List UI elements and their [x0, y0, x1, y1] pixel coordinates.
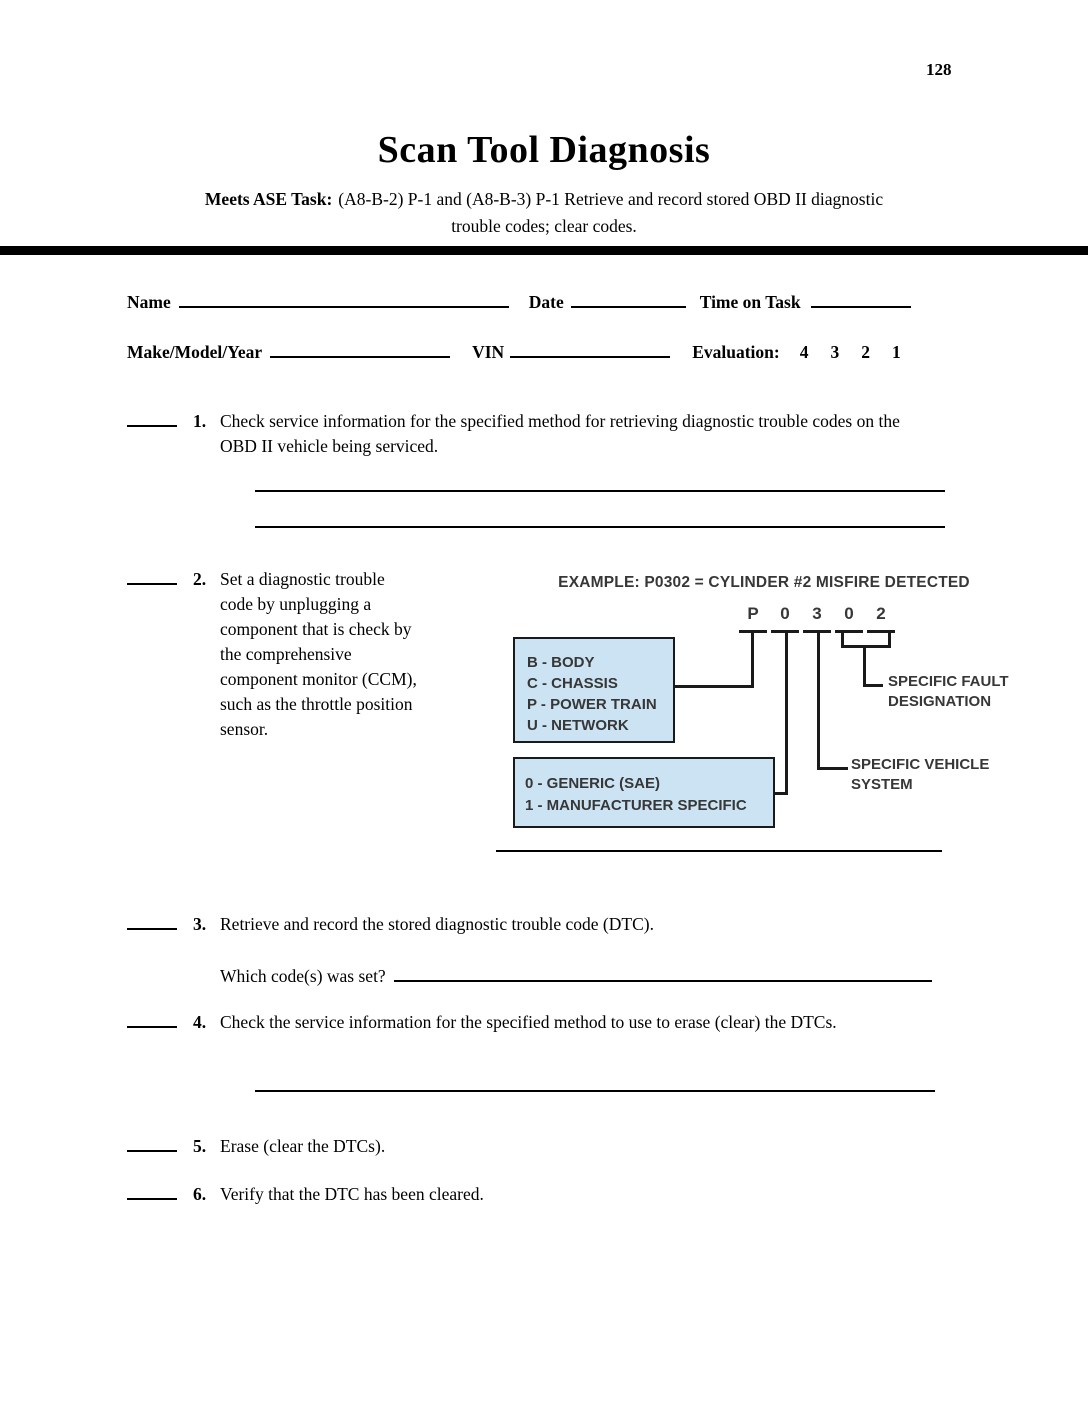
date-label: Date — [528, 292, 564, 312]
header-divider — [0, 246, 1088, 255]
name-label: Name — [127, 292, 171, 312]
task-2-answer-line — [496, 850, 942, 852]
task-2-text-line: component that is check by — [220, 619, 412, 639]
code-char-0a: 0 — [780, 604, 790, 623]
task-3-check-blank — [127, 908, 177, 930]
task-2-check-blank — [127, 563, 177, 585]
task-1-answer-line-1 — [255, 490, 945, 492]
name-blank-line — [179, 286, 509, 308]
task-item-6 — [127, 1178, 934, 1207]
legend-network: U - NETWORK — [527, 717, 629, 734]
legend-body: B - BODY — [527, 654, 595, 671]
task-2-text-line: such as the throttle position — [220, 694, 413, 714]
task-2-text-line: Set a diagnostic trouble — [220, 569, 385, 589]
task-5-number: 5. — [193, 1136, 207, 1156]
ase-task-label: Meets ASE Task: — [204, 189, 333, 209]
task-3-number: 3. — [193, 914, 207, 934]
code-char-2: 2 — [876, 604, 886, 623]
task-4-check-blank — [127, 1006, 177, 1028]
task-4-text: Check the service information for the specified method to use to erase (clear) the DTCs. — [220, 1012, 837, 1032]
task-1-number: 1. — [193, 411, 207, 431]
task-1-text: Check service information for the specified method for retrieving diagnostic trouble codes on the OBD II vehicle being serviced. — [220, 411, 900, 456]
which-codes-label: Which code(s) was set? — [220, 966, 386, 986]
connector-system-stem — [817, 632, 820, 770]
task-item-4 — [127, 1006, 934, 1035]
which-codes-blank-line — [394, 960, 932, 982]
task-item-5 — [127, 1130, 934, 1159]
task-item-2 — [127, 563, 470, 742]
connector-fault-horizontal — [863, 684, 883, 687]
task-2-text-line: sensor. — [220, 719, 269, 739]
task-2-text-line: code by unplugging a — [220, 594, 372, 614]
page-number: 128 — [926, 60, 952, 79]
specific-vehicle-line2: SYSTEM — [851, 776, 913, 793]
task-item-3 — [127, 908, 934, 937]
task-item-1 — [127, 405, 934, 459]
time-on-task-label: Time on Task — [699, 292, 801, 312]
code-letter-legend-box — [513, 637, 675, 743]
task-2-text — [220, 567, 470, 742]
task-1-answer-line-2 — [255, 526, 945, 528]
code-type-legend-box — [513, 757, 775, 828]
task-6-number: 6. — [193, 1184, 207, 1204]
code-char-0b: 0 — [844, 604, 854, 623]
ase-task-text: (A8-B-2) P-1 and (A8-B-3) P-1 Retrieve and record stored OBD II diagnostic — [338, 189, 884, 209]
task-4-answer-line — [255, 1090, 935, 1092]
ase-task-line1 — [0, 186, 1088, 213]
code-char-3: 3 — [812, 604, 822, 623]
dtc-code-diagram — [488, 566, 1040, 862]
code-char-p: P — [747, 604, 759, 623]
task-4-number: 4. — [193, 1012, 207, 1032]
evaluation-label: Evaluation: — [692, 342, 780, 362]
make-vin-row — [127, 336, 957, 363]
name-date-row — [127, 286, 957, 313]
make-model-year-blank-line — [270, 336, 450, 358]
connector-p-horizontal — [675, 685, 754, 688]
evaluation-score-3: 3 — [830, 342, 840, 362]
specific-fault-line2: DESIGNATION — [888, 693, 992, 710]
task-5-text: Erase (clear the DTCs). — [220, 1136, 386, 1156]
task-2-text-line: the comprehensive — [220, 644, 352, 664]
diagram-heading: EXAMPLE: P0302 = CYLINDER #2 MISFIRE DETECTED — [558, 574, 970, 591]
ase-task-note — [0, 186, 1088, 240]
specific-fault-line1: SPECIFIC FAULT — [888, 673, 1009, 690]
vin-label: VIN — [472, 342, 505, 362]
ase-task-line2: trouble codes; clear codes. — [451, 216, 637, 236]
connector-generic-horizontal — [775, 792, 788, 795]
legend-powertrain: P - POWER TRAIN — [527, 696, 657, 713]
page-title: Scan Tool Diagnosis — [377, 129, 711, 171]
bracket-horizontal — [841, 645, 891, 648]
evaluation-score-1: 1 — [891, 342, 901, 362]
task-1-check-blank — [127, 405, 177, 427]
date-blank-line — [571, 286, 686, 308]
task-6-text: Verify that the DTC has been cleared. — [220, 1184, 484, 1204]
task-6-check-blank — [127, 1178, 177, 1200]
time-on-task-blank-line — [811, 286, 911, 308]
connector-p-stem — [751, 632, 754, 688]
legend-generic: 0 - GENERIC (SAE) — [525, 775, 661, 792]
task-3-text: Retrieve and record the stored diagnostic trouble code (DTC). — [220, 914, 654, 934]
task-2-number: 2. — [193, 569, 207, 589]
task-3-followup — [220, 960, 932, 987]
evaluation-score-2: 2 — [861, 342, 870, 362]
connector-system-horizontal — [817, 767, 848, 770]
specific-vehicle-system-label — [851, 755, 989, 795]
connector-generic-stem — [785, 632, 788, 795]
task-2-text-line: component monitor (CCM), — [220, 669, 417, 689]
vin-blank-line — [510, 336, 670, 358]
make-model-year-label: Make/Model/Year — [127, 342, 263, 362]
specific-vehicle-line1: SPECIFIC VEHICLE — [851, 756, 990, 773]
legend-chassis: C - CHASSIS — [527, 675, 618, 692]
code-underline — [835, 630, 863, 633]
evaluation-score-4: 4 — [799, 342, 809, 362]
connector-fault-stem — [863, 645, 866, 687]
task-5-check-blank — [127, 1130, 177, 1152]
specific-fault-label — [888, 672, 1009, 712]
legend-manufacturer: 1 - MANUFACTURER SPECIFIC — [525, 797, 747, 814]
